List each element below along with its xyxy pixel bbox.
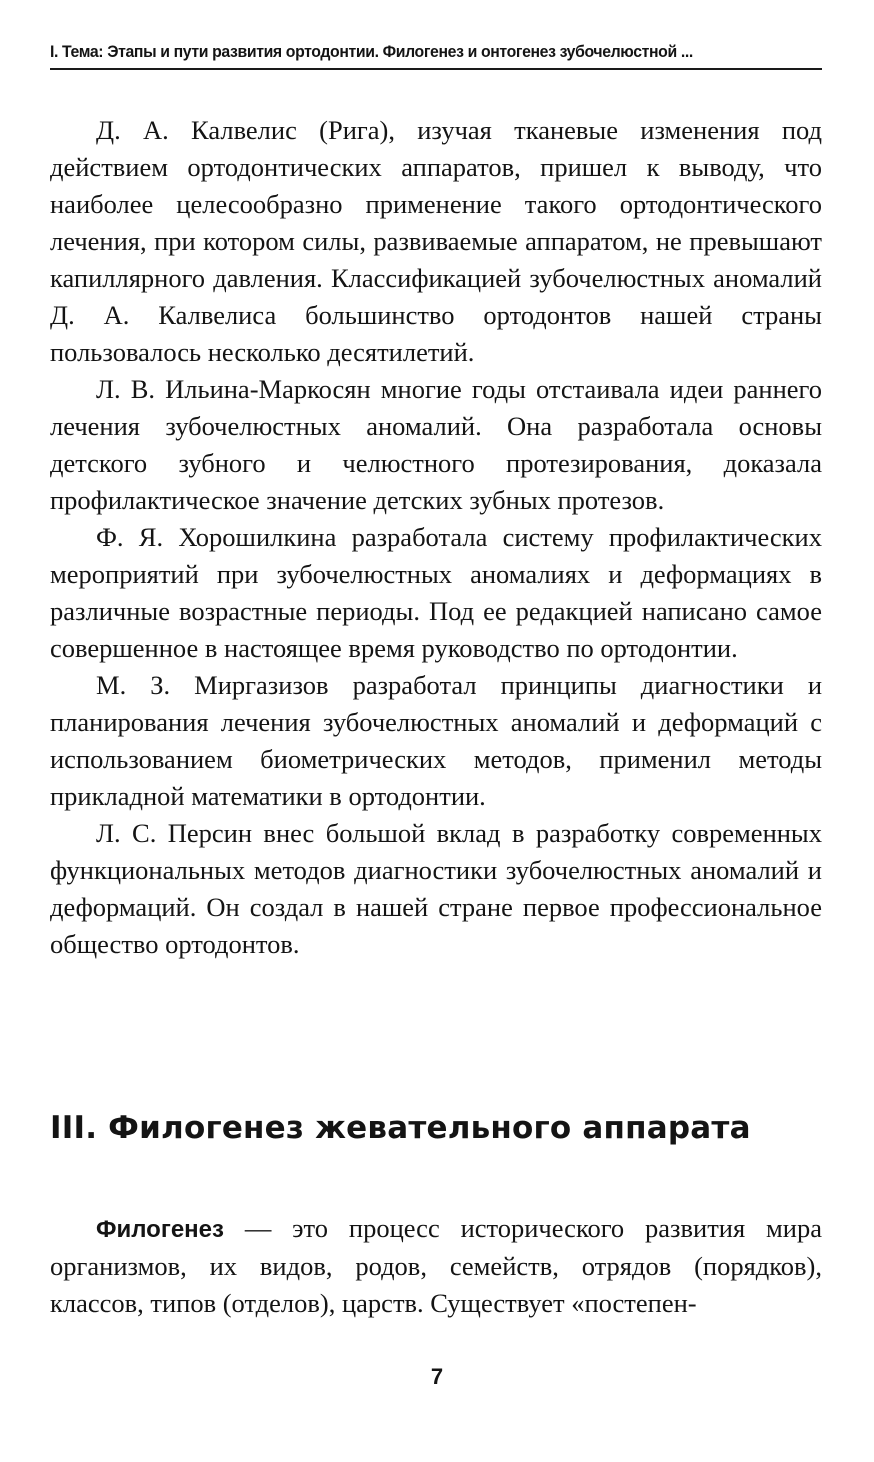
- paragraph-kalvelis: Д. А. Калвелис (Рига), изучая тканевые изменения под действием ортодонтических аппаратов, пришел к выводу, что наиболее целесообразно применение такого ортодонтического лечения, при котором силы, развиваемые аппаратом, не превышают капиллярного давления. Классификацией зубочелюстных аномалий Д. А. Калвелиса большинство ортодонтов нашей страны пользовалось несколько десятилетий.: [50, 115, 822, 367]
- section-heading: III. Филогенез жевательного аппарата: [50, 1110, 751, 1146]
- term-phylogenesis: Филогенез: [96, 1216, 224, 1243]
- page-number: 7: [430, 1364, 444, 1389]
- main-text: [50, 112, 822, 963]
- section-body: [50, 1210, 822, 1322]
- running-header: [50, 40, 822, 70]
- paragraph-mirgazizov: М. З. Миргазизов разработал принципы диагностики и планирования лечения зубочелюстных аномалий и деформаций с использованием биометрических методов, применил методы прикладной математики в ортодонтии.: [50, 670, 822, 811]
- running-header-title: I. Тема: Этапы и пути развития ортодонтии. Филогенез и онтогенез зубочелюстной ...: [50, 42, 693, 61]
- paragraph-persin: Л. С. Персин внес большой вклад в разработку современных функциональных методов диагностики зубочелюстных аномалий и деформаций. Он создал в нашей стране первое профессиональное общество ортодонтов.: [50, 818, 822, 959]
- definition-text: — это процесс исторического развития мира организмов, их видов, родов, семейств, отрядов (порядков), классов, типов (отделов), царств. Существует «постепен-: [50, 1213, 822, 1318]
- paragraph-ilina-markosyan: Л. В. Ильина-Маркосян многие годы отстаивала идеи раннего лечения зубочелюстных аномалий. Она разработала основы детского зубного и челюстного протезирования, доказала профилактическое значение детских зубных протезов.: [50, 374, 822, 515]
- paragraph-khoroshilkina: Ф. Я. Хорошилкина разработала систему профилактических мероприятий при зубочелюстных аномалиях и деформациях в различные возрастные периоды. Под ее редакцией написано самое совершенное в настоящее время руководство по ортодонтии.: [50, 522, 822, 663]
- phylogenesis-definition: [50, 1210, 822, 1322]
